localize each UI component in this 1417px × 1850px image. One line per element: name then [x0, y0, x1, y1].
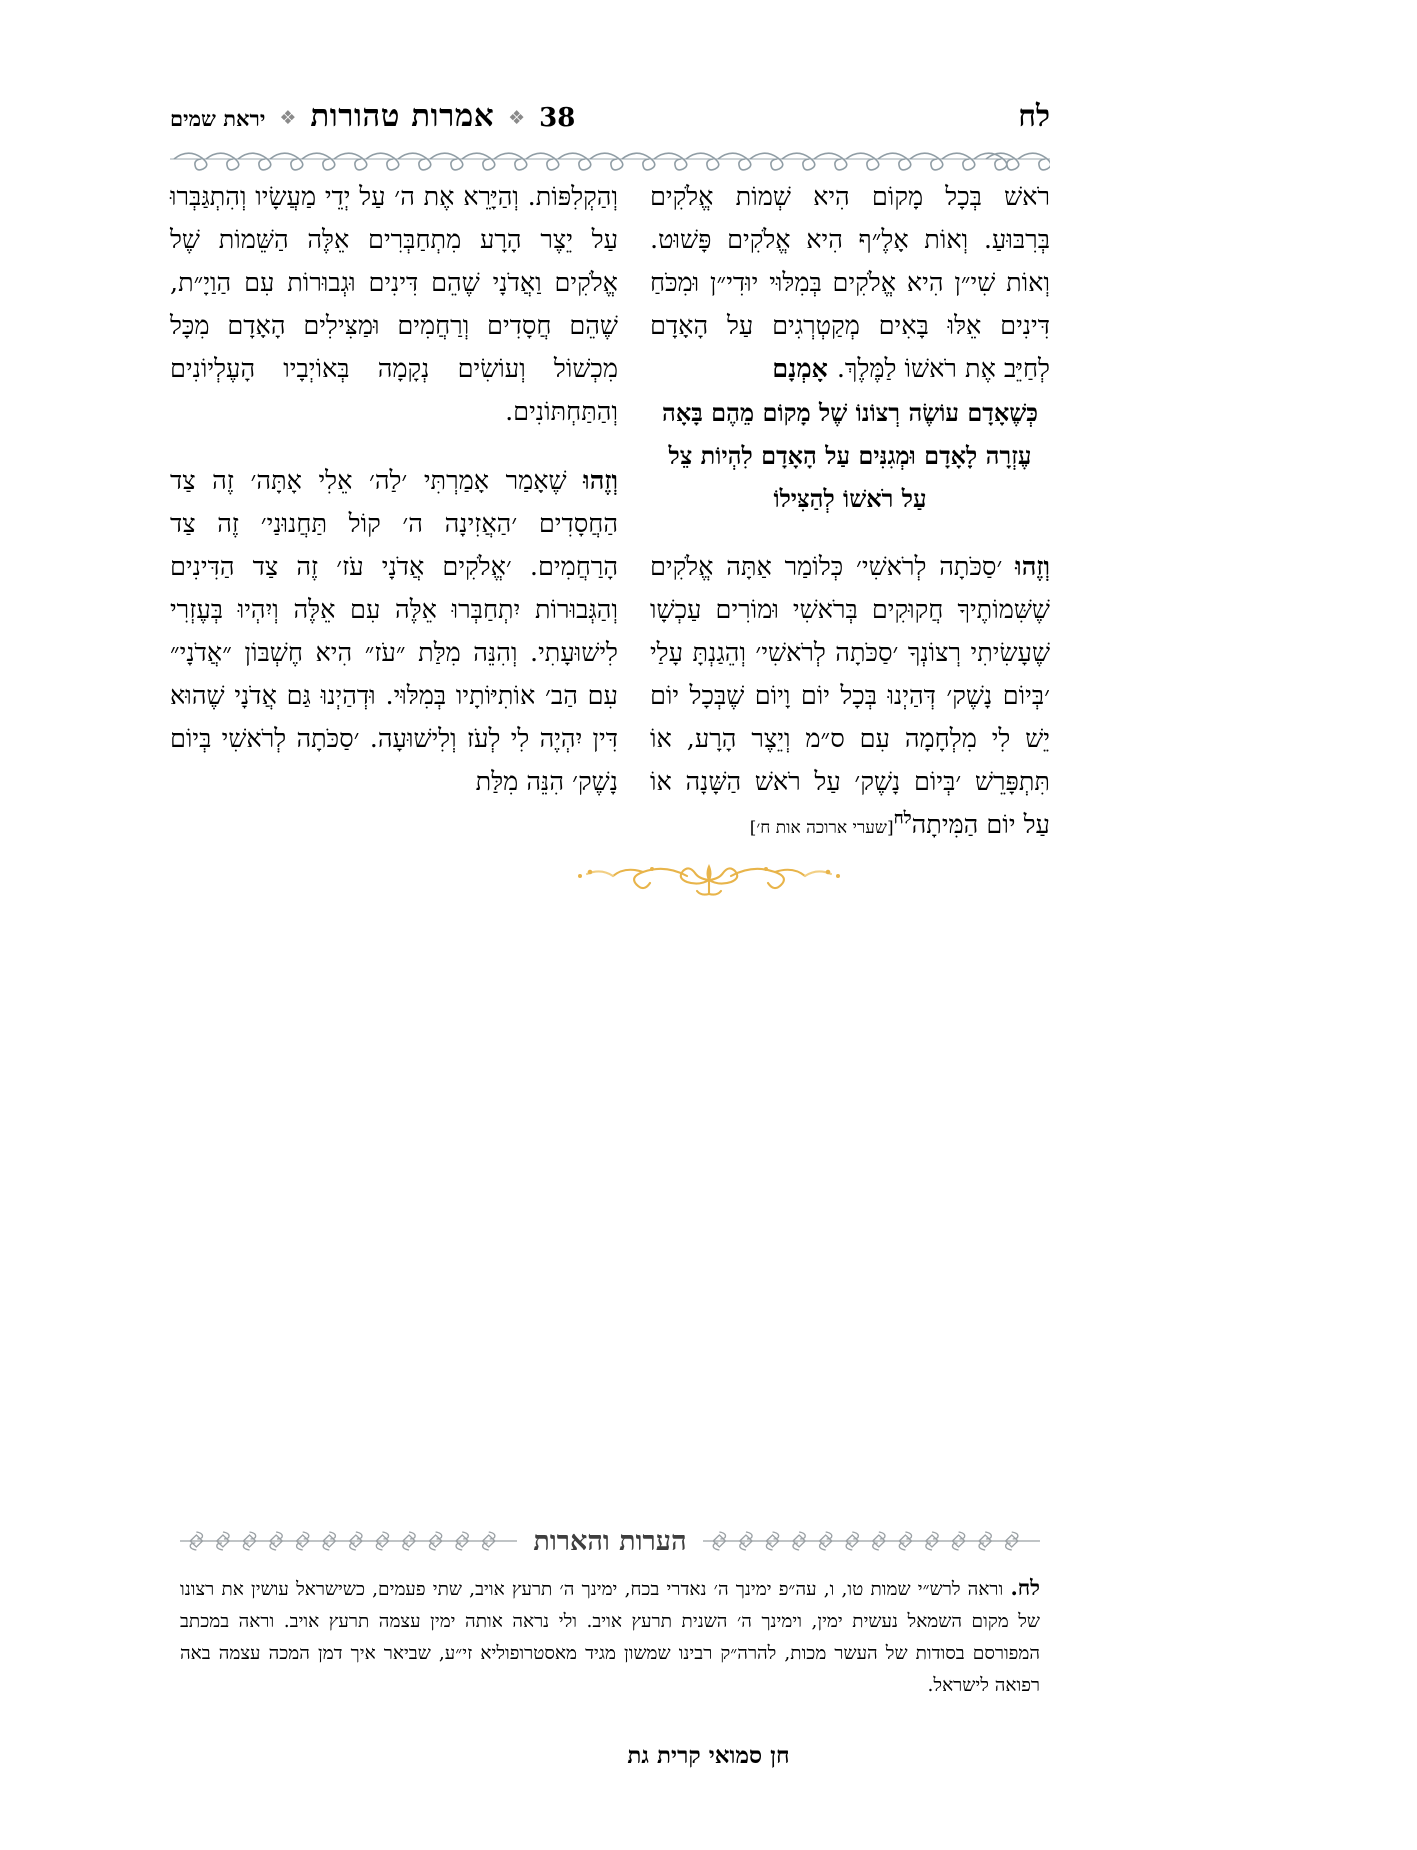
- paragraph-left-2: [650, 546, 1050, 850]
- running-head-title: אמרות טהורות: [310, 98, 495, 134]
- paragraph-left-1-text: רֹאשׁ בְּכָל מָקוֹם הִיא שְׁמוֹת אֱלֹקִים בְּרִבּוּעַ. וְאוֹת אָלֶ״ף הִיא אֱלֹקִים פָּשׁוּט. וְאוֹת שִׁי״ן הִיא אֱלֹקִים בְּמִלּוּי יוּדִי״ן וּמִכֹּחַ דִּינִים אֵלּוּ בָּאִים מְקַטְרְגִים עַל הָאָדָם לְחַיֵּב אֶת רֹאשׁוֹ לַמֶּלֶךְ.: [650, 182, 1050, 384]
- notes-body: [180, 1572, 1040, 1702]
- bold-emphasis-line-2: עֶזְרָה לָאָדָם וּמְגִנִּים עַל הָאָדָם לִהְיוֹת צֵל: [668, 441, 1032, 470]
- column-left: [650, 176, 1050, 840]
- notes-section-header: [180, 1518, 1040, 1564]
- notes-section-title: הערות והארות: [533, 1525, 687, 1557]
- notes-band-rule-right: [703, 1528, 1040, 1554]
- paragraph-left-2-source-citation: [שערי ארוכה אות ח׳]: [749, 818, 894, 838]
- footnote-text: ורא⁠ה לרש״י שמות טו, ו, עה״פ ימינך ה׳ נאדרי בכח, ימינך ה׳ תרעץ אויב, שתי פעמים, כשישראל עושין את רצונו של מקום השמאל נעשית ימין, וימינך ה׳ השנית תרעץ אויב. ולי נראה אותה ימין עצמה תרעץ אויב. וראה במכתב המפורסם בסודות של העשר מכות, להרה״ק רבינו שמשון מגיד מאסטרופוליא זי״ע, שביאר איך דמן המכה עצמה באה רפואה לישראל.: [180, 1579, 1040, 1696]
- running-head-section: יראת שמים: [170, 106, 266, 131]
- paragraph-left-2-lead: וְזֶהוּ: [1015, 552, 1050, 582]
- paragraph-right-2: [170, 460, 618, 804]
- running-head-right-group: [170, 98, 575, 134]
- paragraph-right-2-lead: וְזֶהוּ: [583, 466, 618, 496]
- fleuron-icon-left: ❖: [279, 107, 297, 129]
- paragraph-left-1-bold-tail: אָמְנָם: [772, 354, 837, 384]
- footnote-item: [180, 1572, 1040, 1702]
- bold-emphasis-line-1: כְּשֶׁאָדָם עוֹשֶׂה רְצוֹנוֹ שֶׁל מָקוֹם מֵהֶם בָּאָה: [662, 398, 1038, 427]
- footer-text: חן סמואי קרית גת: [627, 1742, 790, 1769]
- bold-emphasis-line-3: עַל רֹאשׁוֹ לְהַצִּילוֹ: [773, 484, 927, 513]
- column-right: [170, 176, 618, 816]
- decorative-ornament: [0, 845, 1417, 915]
- footnote-reference-marker[interactable]: לח: [893, 808, 912, 829]
- running-head: [170, 92, 1050, 140]
- fleuron-icon-right: ❖: [508, 107, 526, 129]
- paragraph-right-1: [170, 176, 618, 434]
- page-footer: [0, 1742, 1417, 1769]
- paragraph-left-2-text: ׳סַכֹּתָה לְרֹאשִׁי׳ כְּלוֹמַר אַתָּה אֱלֹקִים שֶׁשִּׁמוֹתֶיךָ חֲקוּקִים בְּרֹאשִׁי וּמוֹרִים עַכְשָׁו שֶׁעָשִׂיתִי רְצוֹנְךָ ׳סַכֹּתָה לְרֹאשִׁי׳ וְהֵגַנְתָּ עָלַי ׳בְּיוֹם נָשֶׁק׳ דְּהַיְנוּ בְּכָל יוֹם וָיוֹם שֶׁבְּכָל יוֹם יֵשׁ לִי מִלְחָמָה עִם ס״מ וְיֵצֶר הָרָע, אוֹ תִּתְפָּרֵשׁ ׳בְּיוֹם נָשֶׁק׳ עַל רֹאשׁ הַשָּׁנָה אוֹ עַל יוֹם הַמִּיתָה: [650, 552, 1050, 840]
- header-decorative-rule: [170, 146, 1050, 172]
- folio-marker: לח: [1018, 98, 1050, 134]
- text-columns: [170, 176, 1050, 840]
- paragraph-left-1: [650, 176, 1050, 391]
- page-number: 38: [539, 103, 576, 133]
- paragraph-right-2-text: שֶׁאָמַר אָמַרְתִּי ׳לַה׳ אֵלִי אָתָּה׳ זֶה צַד הַחֲסָדִים ׳הַאֲזִינָה ה׳ קוֹל תַּחֲנוּנַי׳ זֶה צַד הָרַחֲמִים. ׳אֱלֹקִים אֲדֹנָי עֹז׳ זֶה צַד הַדִּינִים וְהַגְּבוּרוֹת יִתְחַבְּרוּ אֵלֶּה עִם אֵלֶּה וְיִהְיוּ בְּעֶזְרִי לִישׁוּעָתִי. וְהִנֵּה מִלַּת ״עֹז״ הִיא חֶשְׁבּוֹן ״אֲדֹנָי״ עִם הַב׳ אוֹתִיּוֹתָיו בְּמִלּוּי. וּדְהַיְנוּ גַּם אֲדֹנָי שֶׁהוּא דִּין יִהְיֶה לִי לְעֹז וְלִישׁוּעָה. ׳סַכֹּתָה לְרֹאשִׁי בְּיוֹם נָשֶׁק׳ הִנֵּה מִלַּת: [170, 466, 618, 797]
- notes-band-rule-left: [180, 1528, 517, 1554]
- footnote-sigil: לח.: [1010, 1575, 1040, 1600]
- paragraph-right-1-text: וְהַקְלִפּוֹת. וְהַיָּרֵא אֶת ה׳ עַל יְדֵי מַעֲשָׂיו וְהִתְגַּבְּרוּ עַל יֵצֶר הָרָע מִתְחַבְּרִים אֵלֶּה הַשֵּׁמוֹת שֶׁל אֱלֹקִים וַאֲדֹנָי שֶׁהֵם דִּינִים וּגְבוּרוֹת עִם הַוַיָ״ת, שֶׁהֵם חֲסָדִים וְרַחֲמִים וּמַצִּילִים הָאָדָם מִכָּל מִכְשׁוֹל וְעוֹשִׂים נְקָמָה בְּאוֹיְבָיו הָעֶלְיוֹנִים וְהַתַּחְתּוֹנִים.: [170, 182, 618, 427]
